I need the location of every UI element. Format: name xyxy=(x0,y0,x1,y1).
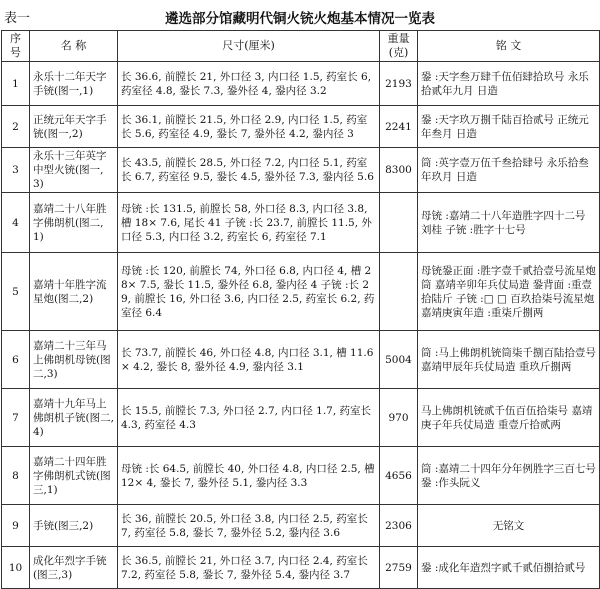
artifact-weight: 2306 xyxy=(380,505,418,547)
artifact-weight xyxy=(380,253,418,331)
table-row xyxy=(2,106,600,148)
artifact-size: 长 43.5, 前膛长 28.5, 外口径 7.2, 内口径 5.1, 药室长 6.7, 药室径 9.5, 銎长 4.5, 銎外径 7.3, 銎内径 5.6 xyxy=(118,148,380,193)
table-head-row xyxy=(2,31,600,62)
artifact-inscription: 筒 :嘉靖二十四年分年例胜字三百七号 銎 :作头阮义 xyxy=(418,447,600,505)
row-number: 2 xyxy=(2,106,30,148)
column-header: 尺寸(厘米) xyxy=(118,31,380,62)
artifact-inscription: 筒 :英字壹万伍千叁拾肆号 永乐拾叁年玖月 日造 xyxy=(418,148,600,193)
artifact-weight: 2759 xyxy=(380,547,418,589)
artifact-name: 嘉靖十九年马上佛朗机子铳(图二,4) xyxy=(30,389,118,447)
artifact-size: 长 73.7, 前膛长 46, 外口径 4.8, 内口径 3.1, 槽 11.6× 4.2, 銎长 8, 銎外径 4.9, 銎内径 3.1 xyxy=(118,331,380,389)
artifact-name: 嘉靖十年胜字流星炮(图二,2) xyxy=(30,253,118,331)
artifact-name: 嘉靖二十四年胜字佛朗机式铳(图三,1) xyxy=(30,447,118,505)
artifact-weight: 970 xyxy=(380,389,418,447)
artifact-size: 长 36.6, 前膛长 21, 外口径 3, 内口径 1.5, 药室长 6, 药室径 4.8, 銎长 7.3, 銎外径 4, 銎内径 3.2 xyxy=(118,62,380,106)
column-header: 铭 文 xyxy=(418,31,600,62)
artifact-inscription: 銎 :天字玖万捌千陆百拾贰号 正统元年叁月 日造 xyxy=(418,106,600,148)
column-header: 序号 xyxy=(2,31,30,62)
row-number: 6 xyxy=(2,331,30,389)
table-row xyxy=(2,148,600,193)
artifact-size: 母铳 :长 131.5, 前膛长 58, 外口径 8.3, 内口径 3.8, 槽 18× 7.6, 尾长 41 子铳 :长 23.7, 前膛长 11.5, 外口径 5.3, 内口径 3.2, 药室长 6, 药室径 7.1 xyxy=(118,193,380,253)
artifact-name: 正统元年天字手铳(图一,2) xyxy=(30,106,118,148)
artifact-size: 母铳 :长 120, 前膛长 74, 外口径 6.8, 内口径 4, 槽 28× 7.5, 銎长 11.5, 銎外径 6.8, 銎内径 4 子铳 :长 29, 前膛长 16, 外口径 3.6, 内口径 2.5, 药室长 6.2, 药室径 6.4 xyxy=(118,253,380,331)
artifact-name: 嘉靖二十三年马上佛朗机母铳(图二,3) xyxy=(30,331,118,389)
table-label: 表一 xyxy=(4,11,31,26)
artifact-name: 成化年烈字手铳(图三,3) xyxy=(30,547,118,589)
table-row xyxy=(2,447,600,505)
table-row xyxy=(2,253,600,331)
row-number: 9 xyxy=(2,505,30,547)
artifact-table xyxy=(1,30,600,589)
artifact-inscription: 母铳 :嘉靖二十八年造胜字四十二号 刘桂 子铳 :胜字十七号 xyxy=(418,193,600,253)
table-row xyxy=(2,193,600,253)
row-number: 8 xyxy=(2,447,30,505)
table-title: 遴选部分馆藏明代铜火铳火炮基本情况一览表 xyxy=(165,11,435,27)
artifact-inscription: 銎 :天字叁万肆千伍佰肆拾玖号 永乐拾贰年九月 日造 xyxy=(418,62,600,106)
artifact-inscription: 銎 :成化年造烈字贰千贰佰捌拾贰号 xyxy=(418,547,600,589)
artifact-name: 手铳(图三,2) xyxy=(30,505,118,547)
row-number: 10 xyxy=(2,547,30,589)
artifact-size: 长 36, 前膛长 20.5, 外口径 3.8, 内口径 2.5, 药室长 7, 药室径 5.8, 銎长 7, 銎外径 5.2, 銎内径 3.6 xyxy=(118,505,380,547)
row-number: 7 xyxy=(2,389,30,447)
artifact-inscription: 无铭文 xyxy=(418,505,600,547)
column-header: 名 称 xyxy=(30,31,118,62)
artifact-name: 永乐十二年天字手铳(图一,1) xyxy=(30,62,118,106)
table-row xyxy=(2,547,600,589)
artifact-inscription: 母铳銎正面 :胜字壹千贰拾壹号流星炮筒 嘉靖辛卯年兵仗局造 銎背面 :重壹拾陆斤 子铳 :□ □ 百玖拾柒号流星炮 嘉靖庚寅年造 :重柒斤捌两 xyxy=(418,253,600,331)
artifact-size: 母铳 :长 64.5, 前膛长 40, 外口径 4.8, 内口径 2.5, 槽 12× 4, 銎长 7, 銎外径 5.1, 銎内径 3.3 xyxy=(118,447,380,505)
table-row xyxy=(2,331,600,389)
artifact-size: 长 36.5, 前膛长 21, 外口径 3.7, 内口径 2.4, 药室长 7.2, 药室径 5.8, 銎长 7, 銎外径 5.4, 銎内径 3.7 xyxy=(118,547,380,589)
artifact-weight: 4656 xyxy=(380,447,418,505)
artifact-inscription: 筒 :马上佛朗机铳筒柒千捌百陆拾壹号 嘉靖甲辰年兵仗局造 重玖斤捌两 xyxy=(418,331,600,389)
row-number: 1 xyxy=(2,62,30,106)
row-number: 4 xyxy=(2,193,30,253)
artifact-size: 长 15.5, 前膛长 7.3, 外口径 2.7, 内口径 1.7, 药室长 4.3, 药室径 4.3 xyxy=(118,389,380,447)
column-header: 重量(克) xyxy=(380,31,418,62)
artifact-weight xyxy=(380,193,418,253)
artifact-size: 长 36.1, 前膛长 21.5, 外口径 2.9, 内口径 1.5, 药室长 5.6, 药室径 4.9, 銎长 7, 銎外径 4.2, 銎内径 3 xyxy=(118,106,380,148)
row-number: 5 xyxy=(2,253,30,331)
table-header xyxy=(0,0,600,30)
table-row xyxy=(2,505,600,547)
artifact-weight: 2193 xyxy=(380,62,418,106)
artifact-weight: 5004 xyxy=(380,331,418,389)
table-row xyxy=(2,62,600,106)
artifact-name: 永乐十三年英字中型火铳(图一,3) xyxy=(30,148,118,193)
artifact-weight: 2241 xyxy=(380,106,418,148)
artifact-inscription: 马上佛朗机铳贰千伍百伍拾柒号 嘉靖庚子年兵仗局造 重壹斤拾贰两 xyxy=(418,389,600,447)
artifact-name: 嘉靖二十八年胜字佛朗机(图二,1) xyxy=(30,193,118,253)
row-number: 3 xyxy=(2,148,30,193)
table-row xyxy=(2,389,600,447)
artifact-weight: 8300 xyxy=(380,148,418,193)
